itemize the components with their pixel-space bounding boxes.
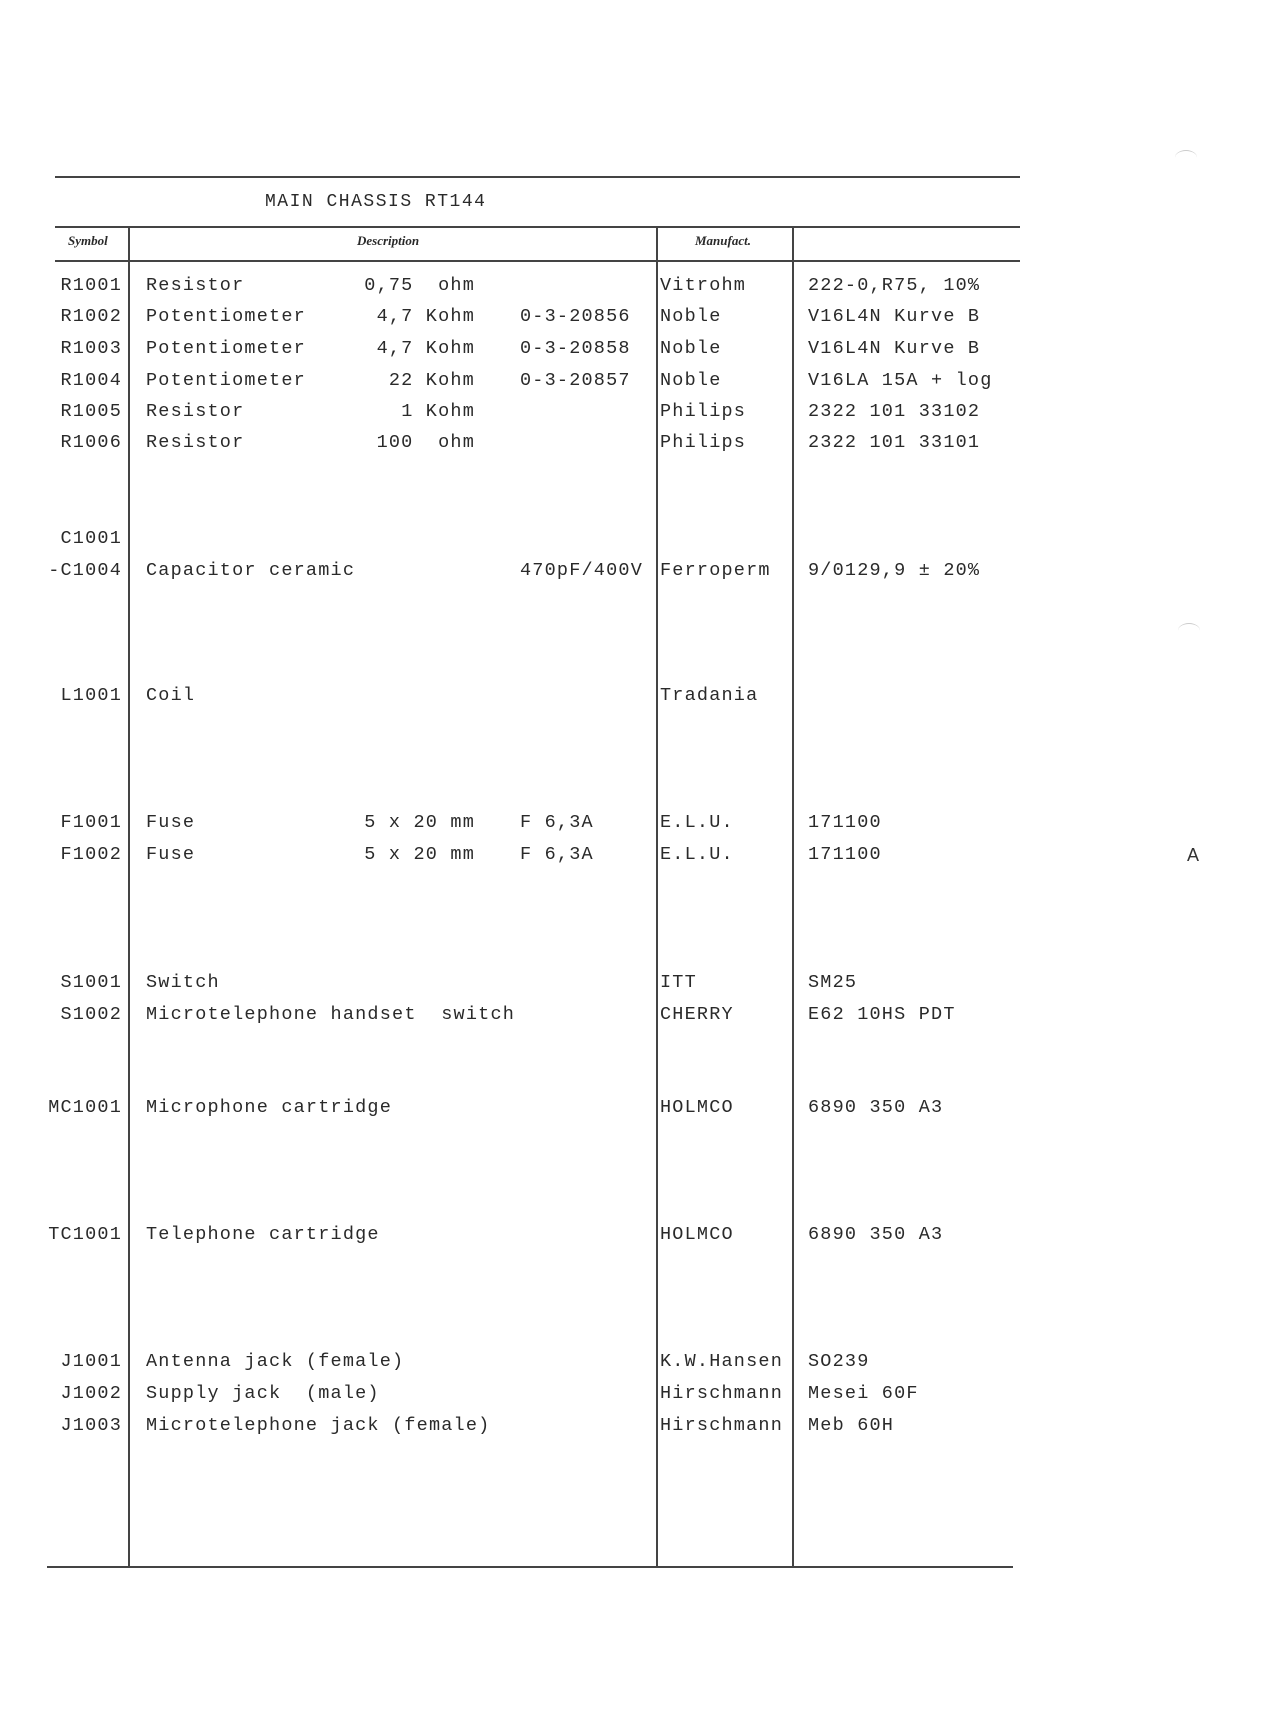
table-row [0, 1415, 1275, 1443]
row-description: Antenna jack (female) [146, 1351, 405, 1372]
row-manufacturer: E.L.U. [660, 812, 734, 833]
row-value: 5 x 20 mm [364, 844, 475, 865]
row-manufacturer: Vitrohm [660, 275, 747, 296]
row-value: 1 Kohm [401, 401, 475, 422]
row-symbol: R1004 [60, 370, 122, 391]
row-symbol: J1001 [60, 1351, 122, 1372]
row-description: Microphone cartridge [146, 1097, 393, 1118]
table-title: MAIN CHASSIS RT144 [265, 192, 487, 212]
row-symbol: R1005 [60, 401, 122, 422]
row-part-number: SO239 [808, 1351, 870, 1372]
row-part-number: 171100 [808, 812, 882, 833]
table-row [0, 1351, 1275, 1379]
table-row [0, 275, 1275, 303]
row-description: Potentiometer [146, 370, 306, 391]
row-value: 0,75 ohm [364, 275, 475, 296]
row-manufacturer: ITT [660, 972, 697, 993]
table-row [0, 685, 1275, 713]
row-part-number: V16LA 15A + log [808, 370, 993, 391]
row-description: Microtelephone handset switch [146, 1004, 516, 1025]
row-manufacturer: Noble [660, 338, 722, 359]
scan-mark [1178, 623, 1200, 638]
row-description: Resistor [146, 275, 245, 296]
row-description: Resistor [146, 401, 245, 422]
row-spec: F 6,3A [520, 812, 594, 833]
row-value: 5 x 20 mm [364, 812, 475, 833]
header-description: Description [357, 233, 420, 248]
row-value: 4,7 Kohm [376, 306, 475, 327]
row-manufacturer: Noble [660, 370, 722, 391]
row-value: 4,7 Kohm [376, 338, 475, 359]
row-part-number: 171100 [808, 844, 882, 865]
row-spec: F 6,3A [520, 844, 594, 865]
row-description: Switch [146, 972, 220, 993]
row-spec: 0-3-20857 [520, 370, 631, 391]
table-bottom-rule [47, 1566, 1013, 1568]
row-symbol: R1002 [60, 306, 122, 327]
row-symbol: J1002 [60, 1383, 122, 1404]
row-symbol: S1002 [60, 1004, 122, 1025]
scan-mark [1175, 150, 1197, 165]
header-top-rule [55, 226, 1020, 228]
row-manufacturer: Hirschmann [660, 1415, 784, 1436]
table-row [0, 1224, 1275, 1252]
row-manufacturer: Philips [660, 432, 747, 453]
table-row [0, 306, 1275, 334]
row-symbol: MC1001 [48, 1097, 122, 1118]
row-symbol: J1003 [60, 1415, 122, 1436]
row-part-number: V16L4N Kurve B [808, 338, 981, 359]
row-description: Telephone cartridge [146, 1224, 380, 1245]
row-symbol: S1001 [60, 972, 122, 993]
table-row [0, 1097, 1275, 1125]
header-symbol: Symbol [68, 233, 108, 248]
row-manufacturer: K.W.Hansen [660, 1351, 784, 1372]
table-row [0, 812, 1275, 840]
table-row [0, 370, 1275, 398]
row-value: 100 ohm [376, 432, 475, 453]
row-value: 22 Kohm [388, 370, 475, 391]
row-spec: 0-3-20858 [520, 338, 631, 359]
row-symbol: TC1001 [48, 1224, 122, 1245]
row-manufacturer: HOLMCO [660, 1224, 734, 1245]
row-description: Supply jack (male) [146, 1383, 380, 1404]
header-bottom-rule [55, 260, 1020, 262]
table-row [0, 432, 1275, 460]
table-row [0, 528, 1275, 556]
row-symbol: C1001 [60, 528, 122, 549]
row-manufacturer: Hirschmann [660, 1383, 784, 1404]
row-spec: 0-3-20856 [520, 306, 631, 327]
row-part-number: Meb 60H [808, 1415, 895, 1436]
margin-mark: A [1187, 845, 1200, 865]
row-part-number: 9/0129,9 ± 20% [808, 560, 981, 581]
table-top-rule [55, 176, 1020, 178]
row-manufacturer: E.L.U. [660, 844, 734, 865]
row-manufacturer: Ferroperm [660, 560, 771, 581]
row-part-number: 222-0,R75, 10% [808, 275, 981, 296]
row-part-number: SM25 [808, 972, 858, 993]
row-symbol: R1001 [60, 275, 122, 296]
table-row [0, 401, 1275, 429]
row-description: Microtelephone jack (female) [146, 1415, 491, 1436]
row-part-number: Mesei 60F [808, 1383, 919, 1404]
row-part-number: V16L4N Kurve B [808, 306, 981, 327]
row-part-number: 6890 350 A3 [808, 1224, 944, 1245]
row-manufacturer: Tradania [660, 685, 759, 706]
table-row [0, 1383, 1275, 1411]
table-row [0, 1004, 1275, 1032]
row-symbol: F1002 [60, 844, 122, 865]
row-manufacturer: CHERRY [660, 1004, 734, 1025]
row-spec: 470pF/400V [520, 560, 644, 581]
row-description: Potentiometer [146, 338, 306, 359]
row-description: Capacitor ceramic [146, 560, 356, 581]
row-description: Fuse [146, 812, 196, 833]
row-description: Potentiometer [146, 306, 306, 327]
row-part-number: 2322 101 33102 [808, 401, 981, 422]
row-symbol: L1001 [60, 685, 122, 706]
row-symbol: R1006 [60, 432, 122, 453]
row-symbol: F1001 [60, 812, 122, 833]
row-manufacturer: HOLMCO [660, 1097, 734, 1118]
row-description: Fuse [146, 844, 196, 865]
table-row [0, 338, 1275, 366]
row-part-number: 2322 101 33101 [808, 432, 981, 453]
table-row [0, 844, 1275, 872]
row-manufacturer: Philips [660, 401, 747, 422]
row-symbol: -C1004 [48, 560, 122, 581]
table-row [0, 560, 1275, 588]
row-part-number: E62 10HS PDT [808, 1004, 956, 1025]
row-manufacturer: Noble [660, 306, 722, 327]
row-symbol: R1003 [60, 338, 122, 359]
row-description: Resistor [146, 432, 245, 453]
header-manufacturer: Manufact. [695, 233, 751, 248]
row-part-number: 6890 350 A3 [808, 1097, 944, 1118]
table-row [0, 972, 1275, 1000]
row-description: Coil [146, 685, 196, 706]
